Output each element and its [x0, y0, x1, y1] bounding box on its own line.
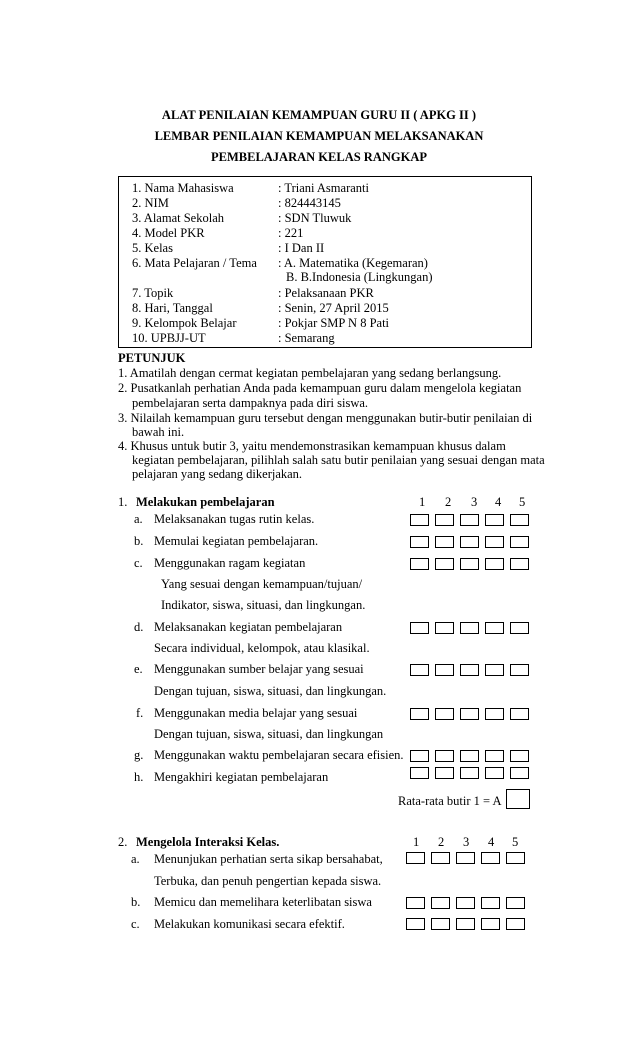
score-checkbox[interactable] — [510, 622, 529, 634]
item-text: Melakukan komunikasi secara efektif. — [154, 917, 345, 931]
info-label-alamat: 3. Alamat Sekolah — [132, 211, 224, 225]
score-checkbox[interactable] — [431, 897, 450, 909]
item-text: Dengan tujuan, siswa, situasi, dan lingkungan — [154, 727, 384, 741]
score-checkbox[interactable] — [410, 622, 429, 634]
score-checkbox[interactable] — [485, 767, 504, 779]
info-value-model: : 221 — [278, 226, 304, 240]
info-label-kelompok: 9. Kelompok Belajar — [132, 316, 237, 330]
score-checkbox[interactable] — [510, 514, 529, 526]
score-checkbox[interactable] — [460, 664, 479, 676]
score-checkbox[interactable] — [460, 750, 479, 762]
item-letter: d. — [134, 620, 144, 634]
section1-scale-1: 1 — [419, 495, 426, 509]
info-value-topik: : Pelaksanaan PKR — [278, 286, 374, 300]
title-line-1: ALAT PENILAIAN KEMAMPUAN GURU II ( APKG II ) — [161, 108, 477, 122]
score-checkbox[interactable] — [485, 708, 504, 720]
item-letter: h. — [134, 770, 144, 784]
info-label-nim: 2. NIM — [132, 196, 169, 210]
score-checkbox[interactable] — [510, 664, 529, 676]
section1-scale-4: 4 — [495, 495, 502, 509]
score-checkbox[interactable] — [410, 664, 429, 676]
section2-title: Mengelola Interaksi Kelas. — [136, 835, 280, 849]
item-text: Indikator, siswa, situasi, dan lingkungan. — [161, 598, 366, 612]
item-letter: b. — [131, 895, 141, 909]
score-checkbox[interactable] — [435, 664, 454, 676]
info-label-kelas: 5. Kelas — [132, 241, 173, 255]
item-text: Menggunakan ragam kegiatan — [154, 556, 306, 570]
score-checkbox[interactable] — [435, 536, 454, 548]
item-text: Melaksanakan tugas rutin kelas. — [154, 512, 315, 526]
title-line-3: PEMBELAJARAN KELAS RANGKAP — [211, 150, 427, 164]
item-letter: c. — [131, 917, 140, 931]
item-text: Mengakhiri kegiatan pembelajaran — [154, 770, 329, 784]
item-text: Secara individual, kelompok, atau klasikal. — [154, 641, 370, 655]
score-checkbox[interactable] — [460, 708, 479, 720]
petunjuk-line: pembelajaran serta dampaknya pada diri siswa. — [132, 396, 369, 410]
score-checkbox[interactable] — [510, 558, 529, 570]
section2-number: 2. — [118, 835, 128, 849]
info-value-nama: : Triani Asmaranti — [278, 181, 369, 195]
score-checkbox[interactable] — [435, 767, 454, 779]
score-checkbox[interactable] — [460, 767, 479, 779]
item-text: Memicu dan memelihara keterlibatan siswa — [154, 895, 372, 909]
item-text: Melaksanakan kegiatan pembelajaran — [154, 620, 343, 634]
section1-scale-3: 3 — [471, 495, 478, 509]
score-checkbox[interactable] — [431, 852, 450, 864]
score-checkbox[interactable] — [435, 514, 454, 526]
score-checkbox[interactable] — [435, 622, 454, 634]
score-checkbox[interactable] — [406, 852, 425, 864]
score-checkbox[interactable] — [510, 767, 529, 779]
petunjuk-line: 4. Khusus untuk butir 3, yaitu mendemonstrasikan kemampuan khusus dalam — [118, 439, 506, 453]
score-checkbox[interactable] — [435, 558, 454, 570]
score-checkbox[interactable] — [485, 536, 504, 548]
score-checkbox[interactable] — [485, 514, 504, 526]
score-checkbox[interactable] — [460, 536, 479, 548]
info-value-kelompok: : Pokjar SMP N 8 Pati — [278, 316, 390, 330]
score-checkbox[interactable] — [410, 514, 429, 526]
info-value-mapel: : A. Matematika (Kegemaran) — [278, 256, 428, 270]
score-checkbox[interactable] — [410, 558, 429, 570]
section1-title: Melakukan pembelajaran — [136, 495, 275, 509]
score-checkbox[interactable] — [506, 852, 525, 864]
petunjuk-heading: PETUNJUK — [118, 351, 186, 365]
score-checkbox[interactable] — [431, 918, 450, 930]
info-value-upbjj: : Semarang — [278, 331, 335, 345]
score-checkbox[interactable] — [406, 897, 425, 909]
item-letter: b. — [134, 534, 144, 548]
score-checkbox[interactable] — [460, 514, 479, 526]
section2-scale-3: 3 — [463, 835, 470, 849]
score-checkbox[interactable] — [481, 918, 500, 930]
score-checkbox[interactable] — [460, 622, 479, 634]
item-text: Menunjukan perhatian serta sikap bersahabat, — [154, 852, 383, 866]
score-checkbox[interactable] — [485, 750, 504, 762]
score-checkbox[interactable] — [456, 897, 475, 909]
score-checkbox[interactable] — [506, 918, 525, 930]
petunjuk-line: 2. Pusatkanlah perhatian Anda pada kemampuan guru dalam mengelola kegiatan — [118, 381, 522, 395]
item-letter: a. — [131, 852, 140, 866]
info-value-nim: : 824443145 — [278, 196, 341, 210]
info-value-hari: : Senin, 27 April 2015 — [278, 301, 389, 315]
info-label-mapel: 6. Mata Pelajaran / Tema — [132, 256, 257, 270]
score-checkbox[interactable] — [510, 750, 529, 762]
score-checkbox[interactable] — [456, 918, 475, 930]
score-checkbox[interactable] — [410, 536, 429, 548]
score-checkbox[interactable] — [485, 664, 504, 676]
score-checkbox[interactable] — [481, 897, 500, 909]
score-checkbox[interactable] — [485, 622, 504, 634]
item-text: Menggunakan waktu pembelajaran secara efisien. — [154, 748, 404, 762]
item-letter: c. — [134, 556, 143, 570]
info-value-mapel-b: B. B.Indonesia (Lingkungan) — [286, 270, 433, 284]
info-value-alamat: : SDN Tluwuk — [278, 211, 352, 225]
score-checkbox[interactable] — [410, 708, 429, 720]
item-letter: g. — [134, 748, 144, 762]
item-text: Dengan tujuan, siswa, situasi, dan lingkungan. — [154, 684, 387, 698]
item-letter: f. — [136, 706, 144, 720]
score-checkbox[interactable] — [510, 536, 529, 548]
item-text: Menggunakan sumber belajar yang sesuai — [154, 662, 364, 676]
info-label-nama: 1. Nama Mahasiswa — [132, 181, 234, 195]
petunjuk-line: pelajaran yang sedang dikerjakan. — [132, 467, 303, 481]
petunjuk-line: kegiatan pembelajaran, pilihlah salah satu butir penilaian yang sesuai dengan mata — [132, 453, 545, 467]
score-checkbox[interactable] — [506, 897, 525, 909]
item-letter: e. — [134, 662, 143, 676]
score-checkbox[interactable] — [460, 558, 479, 570]
title-line-2: LEMBAR PENILAIAN KEMAMPUAN MELAKSANAKAN — [154, 129, 484, 143]
petunjuk-line: bawah ini. — [132, 425, 185, 439]
section1-scale-5: 5 — [519, 495, 526, 509]
score-checkbox[interactable] — [485, 558, 504, 570]
section2-scale-1: 1 — [413, 835, 420, 849]
item-text: Terbuka, dan penuh pengertian kepada siswa. — [154, 874, 382, 888]
info-label-upbjj: 10. UPBJJ-UT — [132, 331, 206, 345]
score-checkbox[interactable] — [456, 852, 475, 864]
score-checkbox[interactable] — [510, 708, 529, 720]
item-letter: a. — [134, 512, 143, 526]
section2-scale-2: 2 — [438, 835, 445, 849]
average-label: Rata-rata butir 1 = A — [398, 794, 502, 808]
info-label-hari: 8. Hari, Tanggal — [132, 301, 213, 315]
item-text: Menggunakan media belajar yang sesuai — [154, 706, 358, 720]
info-label-topik: 7. Topik — [132, 286, 174, 300]
section1-number: 1. — [118, 495, 128, 509]
score-checkbox[interactable] — [435, 750, 454, 762]
info-label-model: 4. Model PKR — [132, 226, 205, 240]
section2-scale-5: 5 — [512, 835, 519, 849]
score-checkbox[interactable] — [406, 918, 425, 930]
score-checkbox[interactable] — [410, 767, 429, 779]
score-checkbox[interactable] — [481, 852, 500, 864]
score-checkbox[interactable] — [410, 750, 429, 762]
item-text: Memulai kegiatan pembelajaran. — [154, 534, 319, 548]
section1-scale-2: 2 — [445, 495, 452, 509]
average-input[interactable] — [506, 789, 530, 809]
info-value-kelas: : I Dan II — [278, 241, 325, 255]
section2-scale-4: 4 — [488, 835, 495, 849]
petunjuk-line: 1. Amatilah dengan cermat kegiatan pembelajaran yang sedang berlangsung. — [118, 366, 502, 380]
score-checkbox[interactable] — [435, 708, 454, 720]
item-text: Yang sesuai dengan kemampuan/tujuan/ — [161, 577, 363, 591]
petunjuk-line: 3. Nilailah kemampuan guru tersebut dengan menggunakan butir-butir penilaian di — [118, 411, 533, 425]
